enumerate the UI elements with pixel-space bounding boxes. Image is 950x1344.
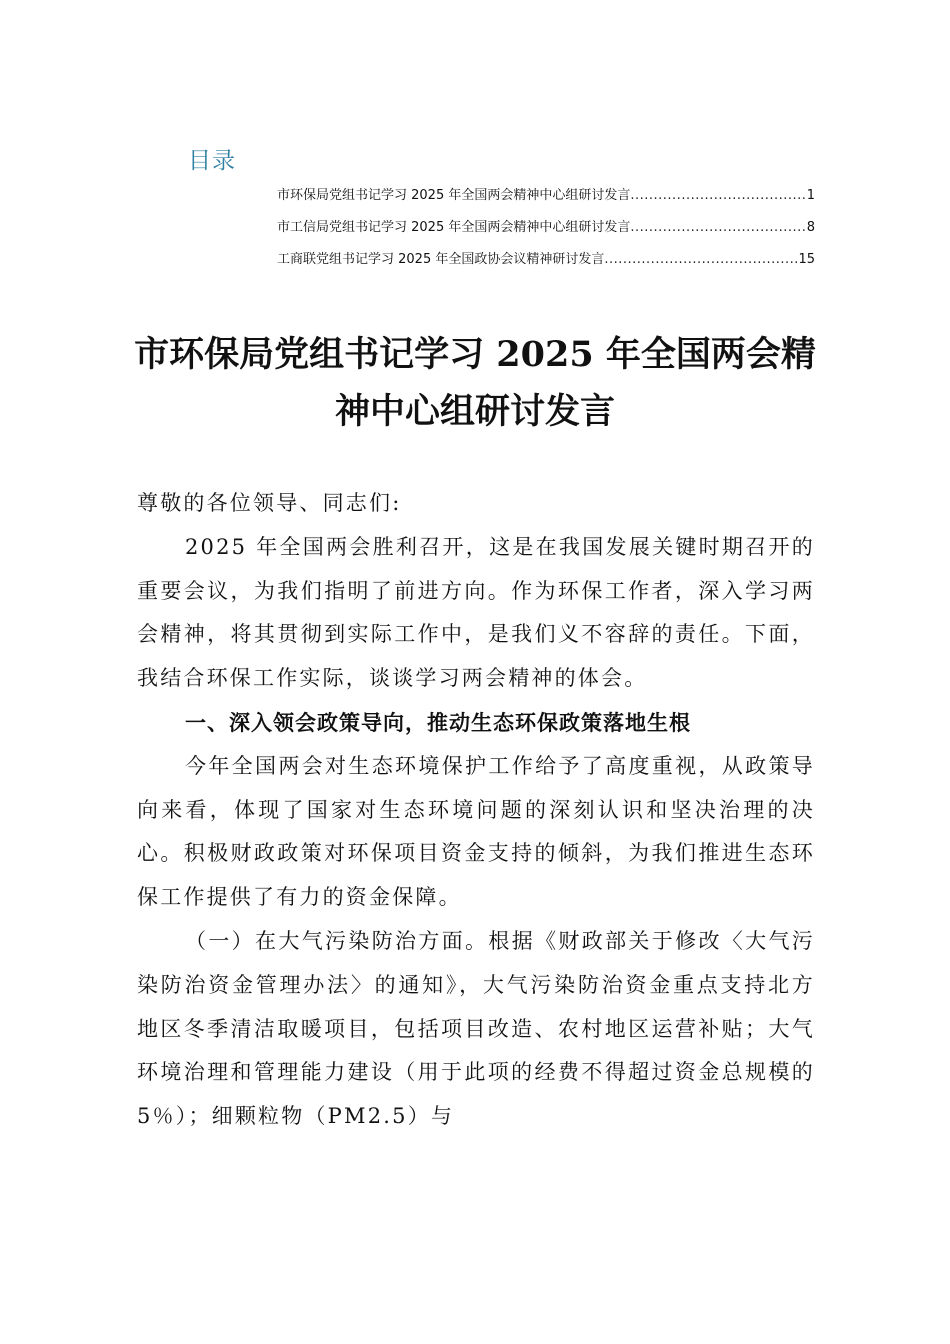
toc-leader-dots xyxy=(630,188,806,203)
section-heading: 一、深入领会政策导向，推动生态环保政策落地生根 xyxy=(185,709,691,735)
toc-entry[interactable] xyxy=(277,248,815,280)
intro-paragraph: 2025 年全国两会胜利召开，这是在我国发展关键时期召开的重要会议，为我们指明了前进方向。作为环保工作者，深入学习两会精神，将其贯彻到实际工作中，是我们义不容辞的责任。下面，我结合环保工作实际，谈谈学习两会精神的体会。 xyxy=(137,534,815,691)
toc-entry[interactable] xyxy=(277,216,815,248)
toc-entry-title: 工商联党组书记学习 2025 年全国政协会议精神研讨发言 xyxy=(277,252,605,267)
body-paragraph: 今年全国两会对生态环境保护工作给予了高度重视，从政策导向来看，体现了国家对生态环境问题的深刻认识和坚决治理的决心。积极财政政策对环保项目资金支持的倾斜，为我们推进生态环保工作提供了有力的资金保障。 xyxy=(137,753,815,910)
toc-leader-dots xyxy=(630,220,806,235)
toc-entry-title: 市工信局党组书记学习 2025 年全国两会精神中心组研讨发言 xyxy=(277,220,631,235)
toc-entry-page: 1 xyxy=(806,188,815,203)
toc-entry[interactable] xyxy=(277,184,815,216)
document-title: 市环保局党组书记学习 2025 年全国两会精神中心组研讨发言 xyxy=(134,334,816,432)
toc-entry-page: 8 xyxy=(806,220,815,235)
toc-entry-page: 15 xyxy=(798,252,815,267)
toc-heading: 目录 xyxy=(188,148,236,174)
table-of-contents xyxy=(277,184,815,280)
toc-entry-title: 市环保局党组书记学习 2025 年全国两会精神中心组研讨发言 xyxy=(277,188,631,203)
toc-leader-dots xyxy=(604,252,798,267)
body-paragraph: （一）在大气污染防治方面。根据《财政部关于修改〈大气污染防治资金管理办法〉的通知》，大气污染防治资金重点支持北方地区冬季清洁取暖项目，包括项目改造、农村地区运营补贴；大气环境治理和管理能力建设（用于此项的经费不得超过资金总规模的 5％）；细颗粒物（PM2.5）与 xyxy=(137,928,815,1129)
salutation: 尊敬的各位领导、同志们: xyxy=(137,491,402,515)
document-body xyxy=(137,482,815,1139)
